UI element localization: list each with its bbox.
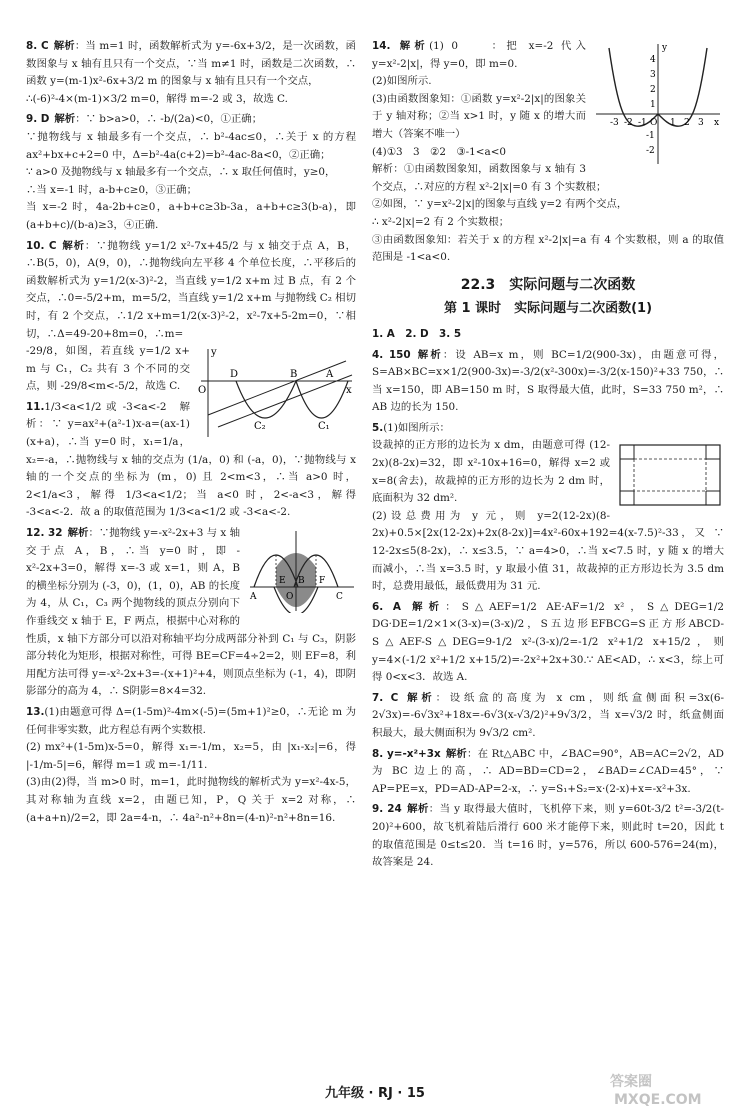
question-number: 9. 24 xyxy=(372,803,402,816)
answer-text: 解析：①由函数图象知，函数图象与 x 轴有 3 个交点，∴对应的方程 x²-2|x|=0 有 3 个实数根； xyxy=(372,163,607,193)
analysis-tag: 解析 xyxy=(53,40,75,52)
fig10-label-y: y xyxy=(211,347,217,359)
answer-text: ∵ a>0 及抛物线与 x 轴最多有一个交点，∴ x 取任何值时，y≥0， xyxy=(26,166,336,179)
fig14-tick-y-1: 1 xyxy=(650,100,656,110)
fig14-tick-x-3: 3 xyxy=(698,118,704,128)
question-number: 11. xyxy=(26,400,45,413)
fig10-label-C2: C₂ xyxy=(254,421,266,433)
answer-text: 1/3<a<1/2 或 -3<a<-2 解析：∵ y=ax²+(a²-1)x-a=(ax-1)(x+a)，∴当 y=0 时，x₁=1/a，x₂=-a，∴抛物线与 x 轴的交点为 (1/a，0) 和 (-a，0)，∵抛物线与 x 轴的一个交点的坐标为 (m，0) 且 2<m<3，∴当 a>0 时，2<1/a<3，解得 1/3<a<1/2；当 a<0 时，2<-a<3，解得 -3<a<-2．故 a 的取值范围为 1/3<a<1/2 或 -3<a<-2. xyxy=(26,400,356,519)
answer-text: ∴当 x=-1 时，a-b+c≥0，③正确； xyxy=(26,183,198,196)
analysis-tag: 解析 xyxy=(395,40,430,52)
figure-q14-graph xyxy=(592,40,724,168)
answer-5 xyxy=(372,420,724,596)
fig12-label-E: E xyxy=(279,576,286,587)
fig12-label-O: O xyxy=(286,592,294,603)
answer-8 xyxy=(26,38,356,108)
fig12-label-B: B xyxy=(298,576,305,587)
fig10-label-C1: C₁ xyxy=(318,421,330,433)
fig14-tick-y-neg1: -1 xyxy=(646,131,655,141)
answer-text: ：∵抛物线 y=-x²-2x+3 与 x 轴交于点 A，B，∴当 y=0 时，即 -x²-2x+3=0，解得 x=-3 或 x=1，则 A，B 的横坐标分别为 (-3，0)，(1，0)，AB 的长度为 4，从 C₁，C₃ 两个抛物线的顶点分别向下作垂线交 x 轴于 E，F 两点，根据中心对称的性质，x 轴下方部分可以沿对称轴平均分成两部分补到 C₁ 与 C₃，阴影部分转化为矩形，根据对称性，可得 BE=CF=4÷2=2，则 EF=8，利用配方法可得 y=-x²-2x+3=-(x+1)²+4，则顶点坐标为 (-1，4)，即阴影部分的高为 4，∴ S阴影=8×4=32. xyxy=(26,527,356,698)
answer-4 xyxy=(372,347,724,417)
watermark-line1: 答案圈 xyxy=(610,1074,652,1090)
question-number: 1. A 2. D 3. 5 xyxy=(372,327,462,340)
question-number: 13. xyxy=(26,705,45,718)
answer-8-right xyxy=(372,746,724,799)
fig14-tick-y-3: 3 xyxy=(650,70,656,80)
answer-6 xyxy=(372,599,724,687)
fig10-label-O: O xyxy=(198,385,207,397)
answer-text: ：当 y 取得最大值时，飞机停下来，则 y=60t-3/2 t²=-3/2(t-20)²+600，故飞机着陆后滑行 600 米才能停下来，则此时 t=20，因此 t 的取值范围是 0≤t≤20．当 t=16 时，y=576，所以 600-576=24(m)，故答案是 24. xyxy=(372,803,724,869)
fig14-tick-y-2: 2 xyxy=(650,85,656,95)
watermark-logo xyxy=(580,1066,730,1110)
analysis-tag: 解析 xyxy=(61,239,85,252)
question-number: 6. A xyxy=(372,600,401,613)
question-number: 9. D xyxy=(26,113,50,126)
answer-text: ：S△AEF=1/2 AE·AF=1/2 x²，S△DEG=1/2 DG·DE=1/2×1×(3-x)=(3-x)/2，S五边形EFBCG=S正方形ABCD-S△AEF-S△DEG=9-1/2 x²-(3-x)/2=-1/2 x²+1/2 x+15/2，则 y=4×(-1/2 x²+1/2 x+15/2)=-2x²+2x+30.∵ AE<AD，∴ x<3，综上可得 0<x<3．故选 A. xyxy=(372,600,724,684)
watermark-line2: MXQE.COM xyxy=(614,1092,702,1108)
left-column xyxy=(26,38,356,830)
fig12-label-A: A xyxy=(250,592,257,603)
answer-text: ∴ x²-2|x|=2 有 2 个实数根； xyxy=(372,215,510,228)
section-title: 22.3 实际问题与二次函数 xyxy=(460,276,636,293)
analysis-tag: 解析 xyxy=(54,113,76,126)
question-number: 7. C xyxy=(372,691,399,704)
answer-9-right xyxy=(372,801,724,871)
fig14-tick-y-4: 4 xyxy=(650,55,656,65)
answer-text: ：∵抛物线 y=1/2 x²-7x+45/2 与 x 轴交于点 A，B，∴B(5，0)，A(9，0)，∴抛物线向左平移 4 个单位长度，∴平移后的函数解析式为 y=1/2(x-3)²-2，当直线 y=1/2 x+m 过 B 点，有 2 个交点，∴0=-5/2+m，m=5/2，当直线 y=1/2 x+m 与抛物线 C₂ 相切时，有 2 个交点，∴1/2 x+m=1/2(x-3)²-2，x²-7x+5-2m=0，∵相切，∴Δ=49-20+8m=0，∴m= xyxy=(26,239,356,340)
question-number: 10. C xyxy=(26,239,57,252)
answer-text: ∴(-6)²-4×(m-1)×3/2 m=0，解得 m=-2 或 3，故选 C. xyxy=(26,92,288,105)
analysis-tag: 解析 xyxy=(406,803,429,816)
answer-text: (2)如图所示. xyxy=(372,75,432,88)
fig14-origin: O xyxy=(650,118,658,128)
answer-text: ∵抛物线与 x 轴最多有一个交点，∴ b²-4ac≤0，∴关于 x 的方程 ax²+bx+c+2=0 中，Δ=b²-4a(c+2)=b²-4ac-8a<0，②正确； xyxy=(26,130,356,161)
answer-text: (2) mx²+(1-5m)x-5=0，解得 x₁=-1/m，x₂=5，由 |x₁-x₂|=6，得 |-1/m-5|=6，解得 m=1 或 m=-1/11. xyxy=(26,741,356,771)
answer-text: -29/8，如图，若直线 y=1/2 x+ m 与 C₁，C₂ 共有 3 个不同的交点，则 -29/8<m<-5/2，故选 C. xyxy=(26,345,190,393)
answer-text: (1)由题意可得 Δ=(1-5m)²-4m×(-5)=(5m+1)²≥0，∴无论 m 为任何非零实数，此方程总有两个实数根. xyxy=(26,705,356,736)
fig10-label-D: D xyxy=(230,369,239,381)
fig12-label-C: C xyxy=(336,592,343,603)
fig14-tick-x-neg1: -1 xyxy=(638,118,647,128)
question-number: 14. xyxy=(372,40,391,52)
fig14-axis-y: y xyxy=(662,43,668,53)
fig14-tick-y-neg2: -2 xyxy=(646,146,655,156)
analysis-tag: 解析 xyxy=(67,527,89,540)
answer-text: 当 x=-2 时，4a-2b+c≥0，a+b+c≥3b-3a，a+b+c≥3(b-a)，即 (a+b+c)/(b-a)≥3，④正确. xyxy=(26,201,356,231)
answer-text: ③由函数图象知：若关于 x 的方程 x²-2|x|=a 有 4 个实数根，则 a 的取值范围是 -1<a<0. xyxy=(372,233,724,264)
figure-q12 xyxy=(246,527,356,613)
analysis-tag: 解析 xyxy=(403,691,436,704)
analysis-tag: 解析 xyxy=(405,600,446,613)
answer-13 xyxy=(26,704,356,827)
answer-text: ：设 AB=x m，则 BC=1/2(900-3x)，由题意可得，S=AB×BC=x×1/2(900-3x)=-3/2(x²-300x)=-3/2(x-150)²+33 750，∴当 x=150，即 AB=150 m 时，S 取得最大值，此时，S=33 750 m²，∴ AB 边的长为 150. xyxy=(372,348,724,414)
fig10-label-A: A xyxy=(326,369,334,381)
lesson-title: 第 1 课时 实际问题与二次函数(1) xyxy=(443,301,653,317)
analysis-tag: 解析 xyxy=(445,747,467,760)
question-number: 5. xyxy=(372,421,384,434)
answer-text: (4)①3 3 ②2 ③-1<a<0 xyxy=(372,145,507,158)
figure-q10 xyxy=(196,345,356,443)
answer-text: (3)由(2)得，当 m>0 时，m=1，此时抛物线的解析式为 y=x²-4x-5，其对称轴为直线 x=2，由题已知，P，Q 关于 x=2 对称，∴ (a+a+n)/2=2，即 2a=4-n，∴ 4a²-n²+8n=(4-n)²-n²+8n=16. xyxy=(26,776,356,824)
analysis-tag: 解析 xyxy=(415,348,443,361)
answer-text: ：设纸盒的高度为 x cm，则纸盒侧面积=3x(6-2√3x)=-6√3x²+18x=-6√3(x-√3/2)²+9√3/2，当 x=√3/2 时，纸盒侧面积最大，最大侧面积为 9√3/2 cm². xyxy=(372,691,724,739)
answer-9 xyxy=(26,111,356,234)
answer-text: (2)设总费用为 y 元，则 y=2(12-2x)(8-2x)+0.5×[2x(12-2x)+2x(8-2x)]=4x²-60x+192=4(x-7.5)²-33，又 ∵ 12-2x≤5(8-2x)，∴ x≤3.5，∵ a=4>0，∴当 x<7.5 时，y 随 x 的增大而减小，∴当 x=3.5 时，y 取最小值 31，故裁掉的正方形边长为 3.5 dm 时，总费用最低，最低费用为 31 元. xyxy=(372,509,724,593)
answer-text: ：当 m=1 时，函数解析式为 y=-6x+3/2，是一次函数，函数图象与 x 轴有且只有一个交点，∵当 m≠1 时，函数是二次函数，∴函数 y=(m-1)x²-6x+3/2 m 的图象与 x 轴有且只有一个交点， xyxy=(26,40,357,88)
answer-12 xyxy=(26,525,356,701)
answer-1-3 xyxy=(372,326,724,344)
fig14-tick-x-neg2: -2 xyxy=(624,118,633,128)
answer-text: (1) 0 ：把 x=-2 代入 y=x²-2|x|，得 y=0，即 m=0. xyxy=(372,40,586,70)
answer-text: (3)由函数图象知：①函数 y=x²-2|x|的图象关于 y 轴对称；②当 x>1 时，y 随 x 的增大而增大（答案不唯一） xyxy=(372,92,586,140)
fig10-label-x: x xyxy=(346,385,352,397)
fig14-axis-x: x xyxy=(714,118,720,128)
figure-q5-box xyxy=(616,439,724,511)
answer-7 xyxy=(372,690,724,743)
question-number: 12. 32 xyxy=(26,527,63,540)
page-footer: 九年级 · RJ · 15 xyxy=(325,1086,425,1101)
answer-text: ②如图，∵ y=x²-2|x|的图象与直线 y=2 有两个交点， xyxy=(372,198,628,211)
question-number: 4. 150 xyxy=(372,348,411,361)
right-column xyxy=(372,38,724,875)
fig12-label-F: F xyxy=(319,576,326,587)
fig10-label-B: B xyxy=(290,369,298,381)
answer-text: (1)如图所示： xyxy=(383,421,450,434)
answer-text: ：在 Rt△ABC 中，∠BAC=90°，AB=AC=2√2，AD 为 BC 边上的高，∴ AD=BD=CD=2，∠BAD=∠CAD=45°，∵ AP=PE=x，PD=AD-AP=2-x，∴ y=S₁+S₂=x·(2-x)+x=-x²+3x. xyxy=(372,747,725,795)
answer-14 xyxy=(372,38,724,267)
fig14-tick-x-1: 1 xyxy=(670,118,676,128)
answer-text: ：∵ b>a>0，∴ -b/(2a)<0，①正确； xyxy=(75,113,263,126)
fig14-tick-x-neg3: -3 xyxy=(610,118,619,128)
question-number: 8. y=-x²+3x xyxy=(372,747,441,760)
fig14-tick-x-2: 2 xyxy=(684,118,690,128)
answer-text: 设裁掉的正方形的边长为 x dm，由题意可得 (12-2x)(8-2x)=32，即 x²-10x+16=0，解得 x=2 或 x=8(舍去)，故裁掉的正方形的边长为 2 dm 时，底面积为 32 dm². xyxy=(372,439,610,505)
question-number: 8. C xyxy=(26,40,49,52)
